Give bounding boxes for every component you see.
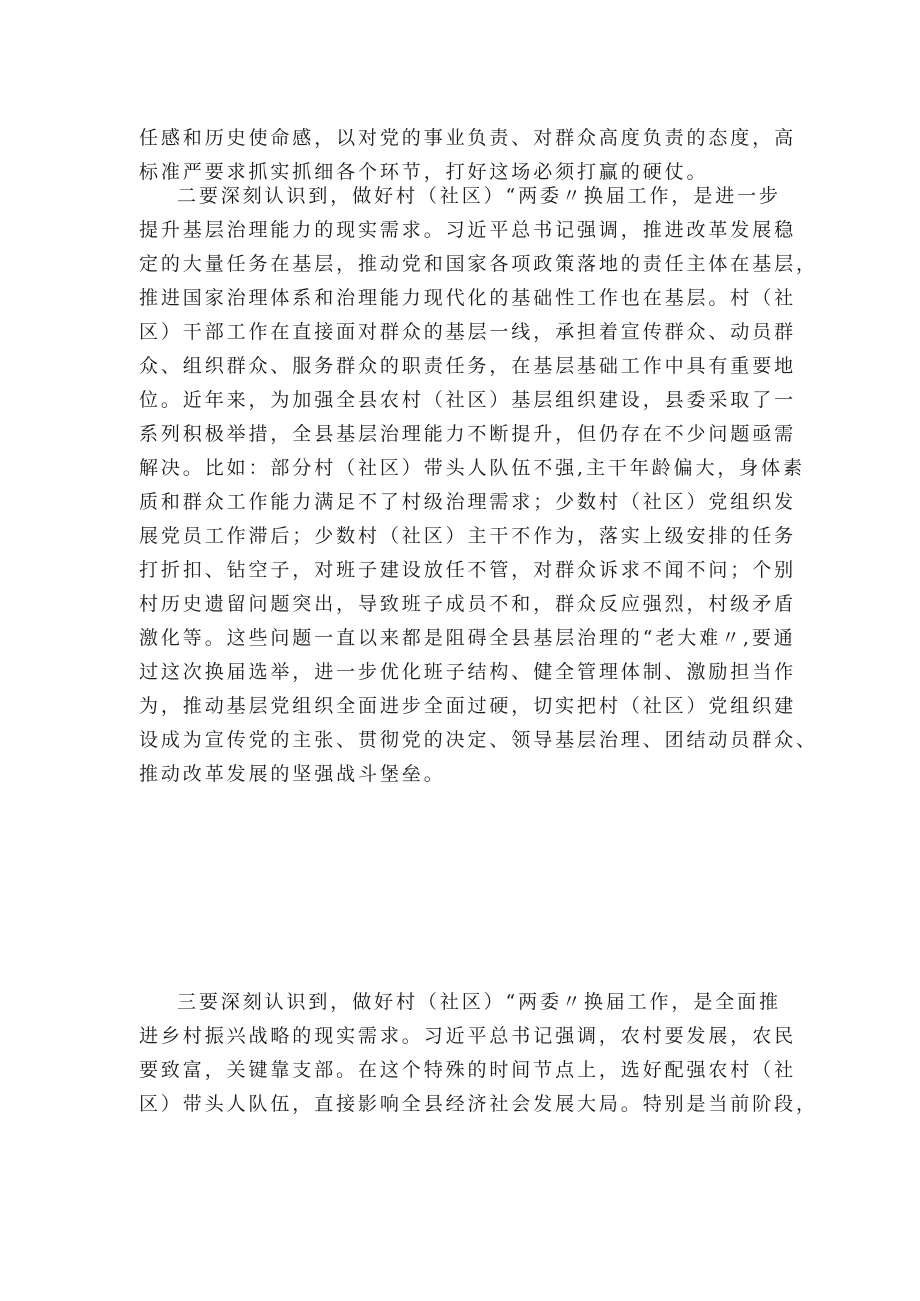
text-line: 众、组织群众、服务群众的职责任务，在基层基础工作中具有重要地 bbox=[139, 355, 797, 377]
text-line: 为，推动基层党组织全面进步全面过硬，切实把村（社区）党组织建 bbox=[139, 695, 797, 717]
text-line: 质和群众工作能力满足不了村级治理需求；少数村（社区）党组织发 bbox=[139, 491, 797, 513]
text-line: 展党员工作滞后；少数村（社区）主干不作为，落实上级安排的任务 bbox=[139, 525, 797, 547]
text-line: 村历史遗留问题突出，导致班子成员不和，群众反应强烈，村级矛盾 bbox=[139, 593, 797, 615]
text-line: 进乡村振兴战略的现实需求。习近平总书记强调，农村要发展，农民 bbox=[139, 1025, 797, 1047]
paragraph-2 bbox=[139, 179, 818, 791]
text-line: 区）干部工作在直接面对群众的基层一线，承担着宣传群众、动员群 bbox=[139, 321, 797, 343]
text-line: 激化等。这些问题一直以来都是阻碍全县基层治理的“老大难〃,要通 bbox=[139, 627, 796, 649]
text-line: 区）带头人队伍，直接影响全县经济社会发展大局。特别是当前阶段， bbox=[139, 1093, 818, 1115]
text-line: 打折扣、钻空子，对班子建设放任不管，对群众诉求不闻不问；个别 bbox=[139, 559, 797, 581]
text-line: 设成为宣传党的主张、贯彻党的决定、领导基层治理、团结动员群众、 bbox=[139, 729, 818, 751]
text-line: 提升基层治理能力的现实需求。习近平总书记强调，推进改革发展稳 bbox=[139, 219, 797, 241]
text-line: 推进国家治理体系和治理能力现代化的基础性工作也在基层。村（社 bbox=[139, 287, 797, 309]
text-line: 位。近年来，为加强全县农村（社区）基层组织建设，县委采取了一 bbox=[139, 389, 797, 411]
text-line: 任感和历史使命感，以对党的事业负责、对群众高度负责的态度，高 bbox=[139, 127, 797, 149]
text-line: 系列积极举措，全县基层治理能力不断提升，但仍存在不少问题亟需 bbox=[139, 423, 797, 445]
text-line: 三要深刻认识到，做好村（社区）“两委〃换届工作，是全面推 bbox=[177, 991, 781, 1013]
text-line: 标准严要求抓实抓细各个环节，打好这场必须打赢的硬仗。 bbox=[139, 161, 709, 183]
text-line: 解决。比如：部分村（社区）带头人队伍不强,主干年龄偏大，身体素 bbox=[139, 457, 805, 479]
text-line: 过这次换届选举，进一步优化班子结构、健全管理体制、激励担当作 bbox=[139, 661, 797, 683]
paragraph-3 bbox=[139, 985, 818, 1121]
text-line: 要致富，关键靠支部。在这个特殊的时间节点上，选好配强农村（社 bbox=[139, 1059, 797, 1081]
text-line: 二要深刻认识到，做好村（社区）“两委〃换届工作，是进一步 bbox=[177, 185, 781, 207]
text-line: 推动改革发展的坚强战斗堡垒。 bbox=[139, 763, 446, 785]
text-line: 定的大量任务在基层，推动党和国家各项政策落地的责任主体在基层， bbox=[139, 253, 818, 275]
